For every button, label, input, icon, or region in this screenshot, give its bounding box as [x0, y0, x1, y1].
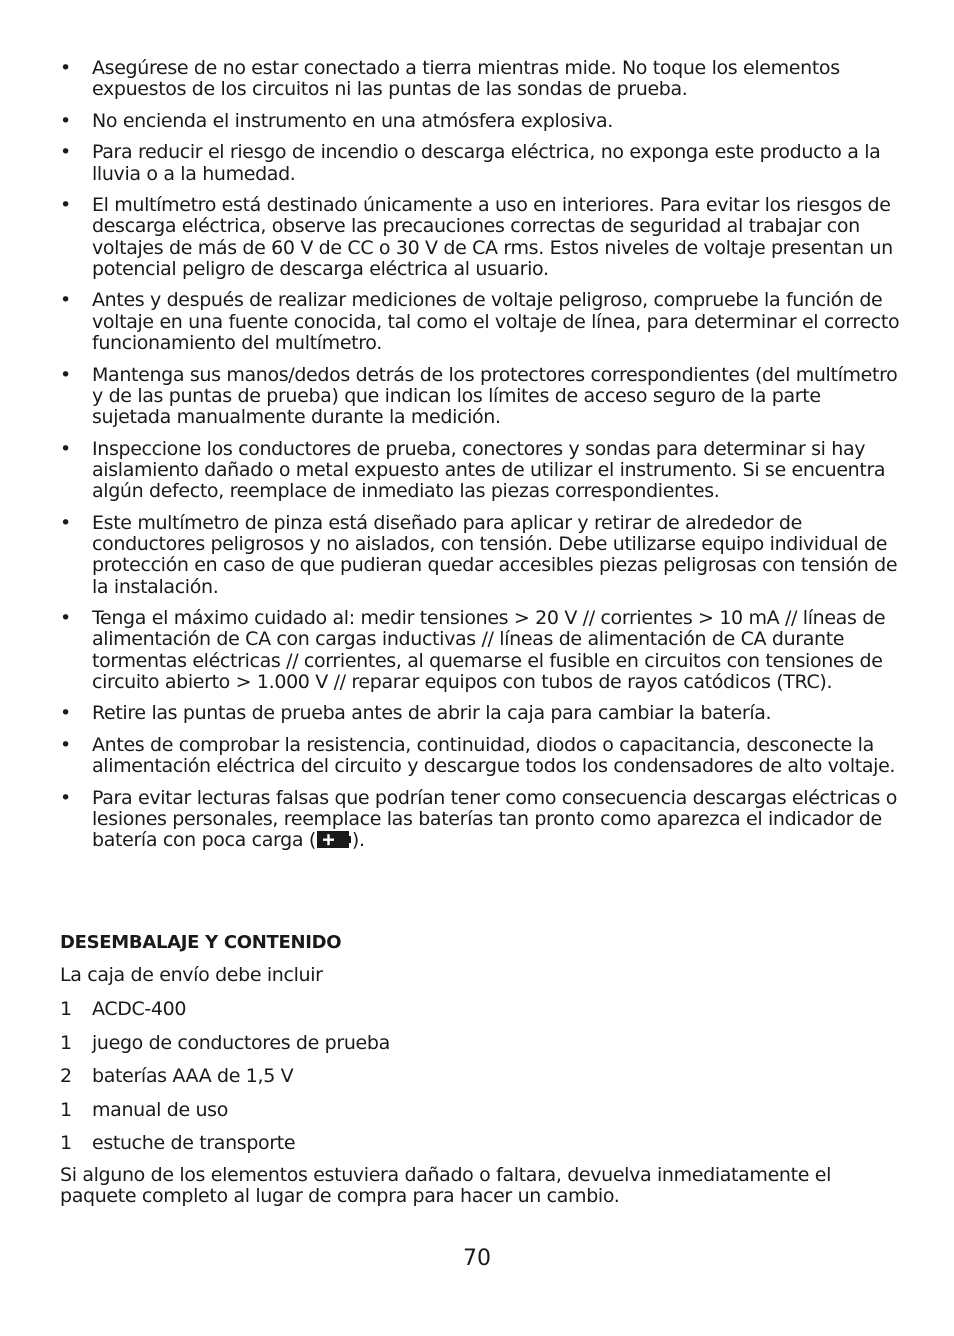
bullet-marker: •	[60, 289, 71, 312]
safety-bullet	[60, 703, 900, 724]
battery-low-icon	[317, 831, 351, 848]
bullet-text: Antes de comprobar la resistencia, continuidad, diodos o capacitancia, desconecte la alimentación eléctrica del circuito y descargue todos los condensadores de alto voltaje.	[92, 733, 896, 778]
item-quantity: 2	[60, 1065, 72, 1088]
safety-bullet	[60, 735, 900, 778]
bullet-marker: •	[60, 702, 71, 725]
item-name: ACDC-400	[92, 998, 187, 1020]
bullet-text: Mantenga sus manos/dedos detrás de los protectores correspondientes (del multímetro y de las puntas de prueba) que indican los límites de acceso seguro de la parte sujetada manualmente durante la medición.	[92, 363, 898, 429]
safety-bullet	[60, 111, 900, 132]
safety-bullet	[60, 290, 900, 354]
bullet-marker: •	[60, 786, 71, 809]
safety-bullet	[60, 608, 900, 693]
bullet-text: Inspeccione los conductores de prueba, conectores y sondas para determinar si hay aislamiento dañado o metal expuesto antes de utilizar el instrumento. Si se encuentra algún defecto, reemplace de inmediato las piezas correspondientes.	[92, 437, 886, 503]
bullet-text: El multímetro está destinado únicamente a uso en interiores. Para evitar los riesgos de descarga eléctrica, observe las precauciones correctas de seguridad al trabajar con voltajes de más de 60 V de CC o 30 V de CA rms. Estos niveles de voltaje presentan un potencial peligro de descarga eléctrica al usuario.	[92, 194, 893, 280]
safety-bullet	[60, 195, 900, 280]
bullet-text: Para evitar lecturas falsas que podrían tener como consecuencia descargas eléctricas o lesiones personales, reemplace las baterías tan pronto como aparezca el indicador de batería con poca carga (	[92, 786, 898, 852]
bullet-text-end: ).	[351, 829, 365, 852]
bullet-text: Para reducir el riesgo de incendio o descarga eléctrica, no exponga este producto a la lluvia o a la humedad.	[92, 141, 881, 185]
bullet-text: Retire las puntas de prueba antes de abrir la caja para cambiar la batería.	[92, 702, 772, 725]
contents-intro: La caja de envío debe incluir	[60, 964, 323, 986]
bullet-marker: •	[60, 607, 71, 630]
item-quantity: 1	[60, 1132, 72, 1155]
bullet-marker: •	[60, 109, 71, 132]
safety-bullet	[60, 142, 900, 185]
bullet-marker: •	[60, 733, 71, 756]
section-heading: DESEMBALAJE Y CONTENIDO	[60, 932, 342, 953]
safety-bullet	[60, 439, 900, 503]
item-quantity: 1	[60, 1098, 72, 1121]
bullet-marker: •	[60, 194, 71, 217]
safety-bullet	[60, 513, 900, 598]
bullet-text: Este multímetro de pinza está diseñado para aplicar y retirar de alrededor de conductores peligrosos y no aislados, con tensión. Debe utilizarse equipo individual de protección en caso de que pudieran quedar accesibles piezas peligrosas con tensión de la instalación.	[92, 511, 898, 598]
safety-bullet	[60, 788, 900, 852]
item-name: manual de uso	[92, 1098, 229, 1121]
bullet-marker: •	[60, 57, 71, 79]
bullet-text: Antes y después de realizar mediciones de voltaje peligroso, compruebe la función de voltaje en una fuente conocida, tal como el voltaje de línea, para determinar el correcto funcionamiento del multímetro.	[92, 289, 900, 355]
item-quantity: 1	[60, 1031, 72, 1054]
safety-bullet	[60, 365, 900, 429]
safety-bullet-list	[60, 58, 900, 862]
bullet-marker: •	[60, 511, 71, 534]
item-quantity: 1	[60, 998, 72, 1020]
item-name: estuche de transporte	[92, 1132, 296, 1155]
closing-paragraph: Si alguno de los elementos estuviera dañado o faltara, devuelva inmediatamente el paquete completo al lugar de compra para hacer un cambio.	[60, 1164, 832, 1208]
item-name: baterías AAA de 1,5 V	[92, 1065, 294, 1088]
bullet-text: Asegúrese de no estar conectado a tierra mientras mide. No toque los elementos expuestos de los circuitos ni las puntas de las sondas de prueba.	[92, 57, 840, 101]
bullet-marker: •	[60, 363, 71, 386]
bullet-text: No encienda el instrumento en una atmósfera explosiva.	[92, 109, 613, 132]
item-name: juego de conductores de prueba	[92, 1031, 390, 1054]
safety-bullet	[60, 58, 900, 101]
bullet-text: Tenga el máximo cuidado al: medir tensiones > 20 V // corrientes > 10 mA // líneas de alimentación de CA con cargas inductivas // líneas de alimentación de CA durante tormentas eléctricas // corrientes, al quemarse el fusible en circuitos con tensiones de circuito abierto > 1.000 V // reparar equipos con tubos de rayos catódicos (TRC).	[92, 607, 886, 693]
page-number: 70	[463, 1246, 491, 1271]
bullet-marker: •	[60, 141, 71, 164]
bullet-marker: •	[60, 437, 71, 460]
